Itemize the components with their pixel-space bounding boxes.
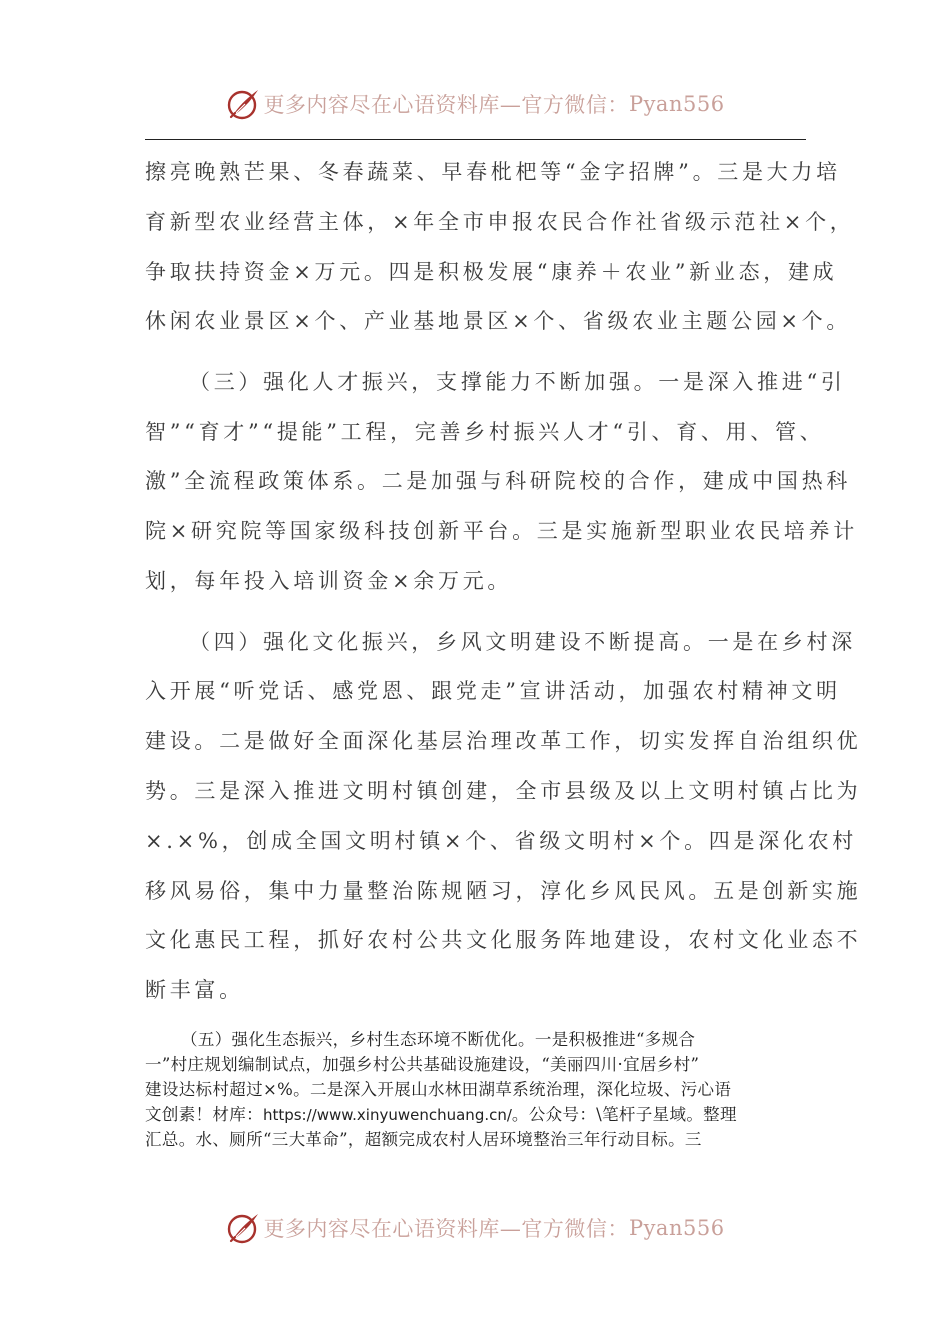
text-line bbox=[145, 1102, 805, 1127]
footer-banner-text: 更多内容尽在心语资料库—官方微信： bbox=[263, 1217, 629, 1241]
text-line: 势。三是深入推进文明村镇创建，全市县级及以上文明村镇占比为 bbox=[145, 778, 862, 803]
website-link[interactable]: https://www.xinyuwenchuang.cn/ bbox=[262, 1106, 512, 1124]
text-line: 划，每年投入培训资金×余万元。 bbox=[145, 569, 513, 594]
text-line: 文化惠民工程，抓好农村公共文化服务阵地建设，农村文化业态不 bbox=[145, 928, 862, 953]
header-banner-text: 更多内容尽在心语资料库—官方微信： bbox=[263, 93, 629, 117]
header-banner-wechat-id: Pyan556 bbox=[628, 92, 725, 116]
text-line: 激”全流程政策体系。二是加强与科研院校的合作，建成中国热科 bbox=[145, 469, 852, 494]
text-line: ×.×%，创成全国文明村镇×个、省级文明村×个。四是深化农村 bbox=[145, 828, 858, 853]
document-body bbox=[145, 148, 862, 1016]
text-line: （五）强化生态振兴，乡村生态环境不断优化。一是积极推进“多规合 bbox=[181, 1030, 696, 1049]
text-line: 争取扶持资金×万元。四是积极发展“康养＋农业”新业态，建成 bbox=[145, 259, 838, 284]
header-rule bbox=[145, 139, 806, 140]
footer-banner-wechat-id: Pyan556 bbox=[628, 1216, 725, 1240]
paragraph-culture bbox=[145, 618, 862, 1016]
paragraph-1 bbox=[145, 148, 855, 347]
quill-logo-icon bbox=[225, 1210, 261, 1246]
text-line: 断丰富。 bbox=[145, 978, 244, 1003]
text-line: 擦亮晚熟芒果、冬春蔬菜、早春枇杷等“金字招牌”。三是大力培 bbox=[145, 160, 841, 184]
text-line: 一”村庄规划编制试点，加强乡村公共基础设施建设，“美丽四川·宜居乡村” bbox=[145, 1055, 700, 1074]
quill-logo-icon bbox=[225, 86, 261, 122]
text-fragment: 。公众号：\笔杆子星域。整理 bbox=[511, 1105, 737, 1124]
header-banner bbox=[0, 82, 950, 126]
text-line: 建设。二是做好全面深化基层治理改革工作，切实发挥自治组织优 bbox=[145, 729, 862, 754]
paragraph-ecology bbox=[145, 1027, 805, 1152]
text-line: 移风易俗，集中力量整治陈规陋习，淳化乡风民风。五是创新实施 bbox=[145, 878, 862, 903]
text-line: 入开展“听党话、感党恩、跟党走”宣讲活动，加强农村精神文明 bbox=[145, 679, 841, 704]
text-line: 休闲农业景区×个、产业基地景区×个、省级农业主题公园×个。 bbox=[145, 309, 852, 334]
text-line: 建设达标村超过×%。二是深入开展山水林田湖草系统治理，深化垃圾、污心语 bbox=[145, 1080, 732, 1099]
text-line: 院×研究院等国家级科技创新平台。三是实施新型职业农民培养计 bbox=[145, 519, 858, 544]
footer-banner bbox=[0, 1206, 950, 1250]
text-line: 育新型农业经营主体，×年全市申报农民合作社省级示范社×个， bbox=[145, 209, 855, 234]
text-line: 智”“育才”“提能”工程，完善乡村振兴人才“引、育、用、管、 bbox=[145, 419, 825, 444]
paragraph-talent bbox=[145, 358, 858, 607]
text-line: 汇总。水、厕所“三大革命”，超额完成农村人居环境整治三年行动目标。三 bbox=[145, 1130, 702, 1149]
text-fragment: 文创素！材库： bbox=[145, 1105, 263, 1124]
text-line: （四）强化文化振兴，乡风文明建设不断提高。一是在乡村深 bbox=[189, 629, 856, 654]
text-line: （三）强化人才振兴，支撑能力不断加强。一是深入推进“引 bbox=[189, 369, 846, 394]
